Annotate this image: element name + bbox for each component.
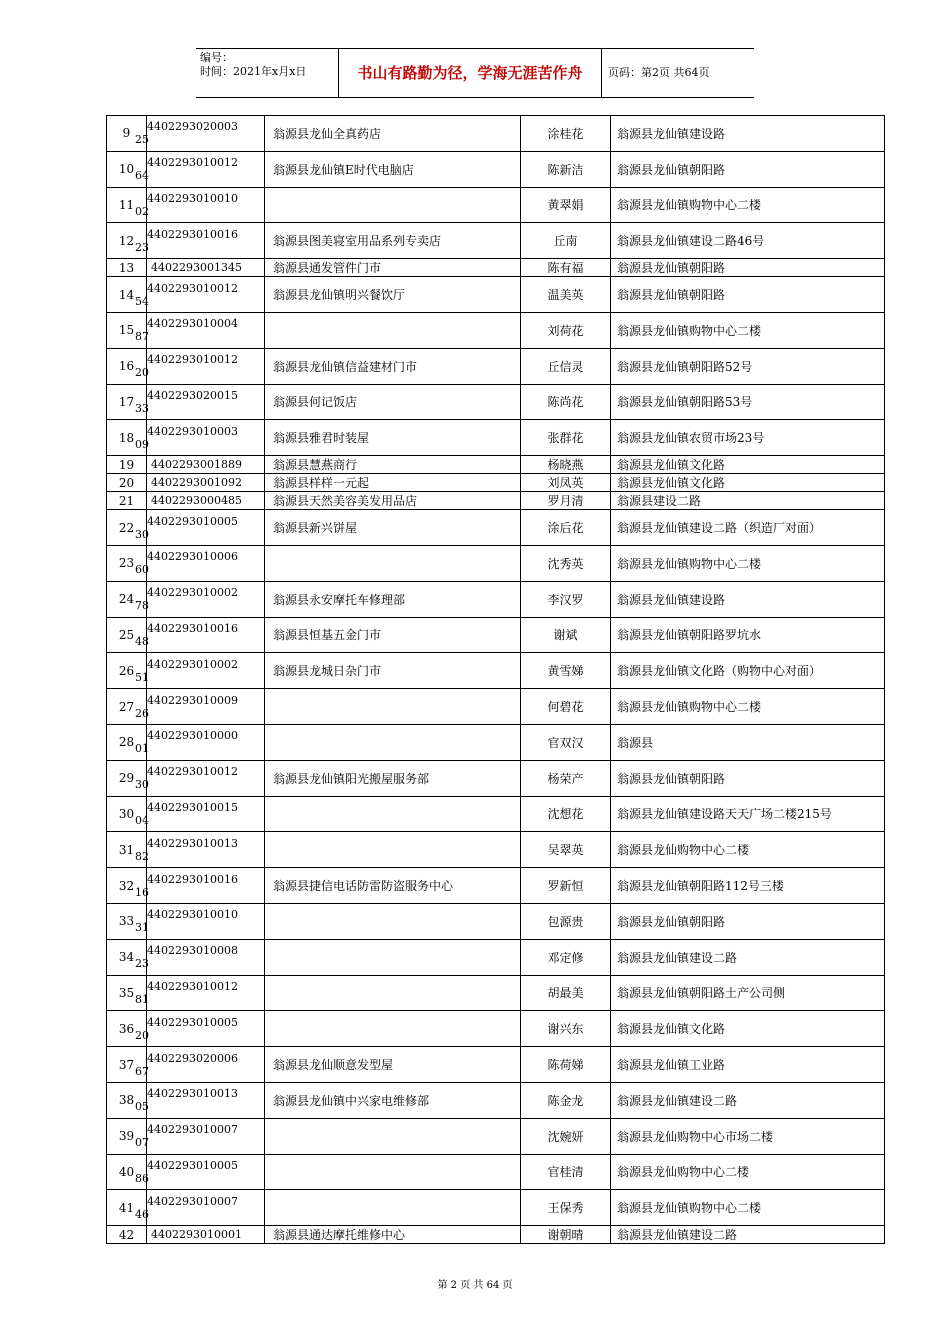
business-address: 翁源县龙仙镇朝阳路 bbox=[611, 903, 885, 939]
registration-code-line2: 54 bbox=[135, 294, 149, 308]
registration-code-line1: 4402293010015 bbox=[147, 800, 238, 814]
business-address: 翁源县龙仙镇文化路 bbox=[611, 1011, 885, 1047]
owner-name: 官桂清 bbox=[521, 1154, 611, 1190]
owner-name: 涂后花 bbox=[521, 510, 611, 546]
row-index: 27 bbox=[107, 689, 147, 725]
registration-code-line2: 51 bbox=[135, 670, 149, 684]
registration-code-line1: 4402293010012 bbox=[147, 281, 238, 295]
business-address: 翁源县龙仙镇购物中心二楼 bbox=[611, 1190, 885, 1226]
registration-code-line1: 4402293010010 bbox=[147, 191, 238, 205]
business-name: 翁源县恒基五金门市 bbox=[265, 617, 521, 653]
row-index: 25 bbox=[107, 617, 147, 653]
registration-code-line1: 4402293010004 bbox=[147, 317, 238, 331]
row-index: 18 bbox=[107, 420, 147, 456]
registration-code-line1: 4402293010000 bbox=[147, 729, 238, 743]
table-row bbox=[107, 1118, 885, 1154]
business-name: 翁源县新兴饼屋 bbox=[265, 510, 521, 546]
owner-name: 吴翠英 bbox=[521, 832, 611, 868]
registration-code bbox=[147, 456, 265, 474]
registration-code-line1: 4402293010012 bbox=[147, 353, 238, 367]
business-address: 翁源县龙仙镇购物中心二楼 bbox=[611, 689, 885, 725]
registration-code-line2: 78 bbox=[135, 599, 149, 613]
registration-code bbox=[135, 760, 265, 796]
table-row bbox=[107, 796, 885, 832]
table-row bbox=[107, 492, 885, 510]
business-name bbox=[265, 312, 521, 348]
owner-name: 罗新恒 bbox=[521, 868, 611, 904]
registration-code bbox=[147, 1226, 265, 1244]
business-address: 翁源县 bbox=[611, 724, 885, 760]
row-index: 22 bbox=[107, 510, 147, 546]
registration-code bbox=[135, 510, 265, 546]
registration-code-line2: 87 bbox=[135, 330, 149, 344]
business-name: 翁源县样样一元起 bbox=[265, 474, 521, 492]
row-index: 28 bbox=[107, 724, 147, 760]
row-index: 36 bbox=[107, 1011, 147, 1047]
business-address: 翁源县龙仙购物中心二楼 bbox=[611, 832, 885, 868]
row-index: 33 bbox=[107, 903, 147, 939]
table-row bbox=[107, 116, 885, 152]
owner-name: 丘南 bbox=[521, 223, 611, 259]
business-address: 翁源县龙仙镇朝阳路土产公司侧 bbox=[611, 975, 885, 1011]
page-header bbox=[196, 48, 754, 98]
registration-code-line1: 4402293010006 bbox=[147, 550, 238, 564]
registration-code bbox=[135, 617, 265, 653]
owner-name: 何碧花 bbox=[521, 689, 611, 725]
row-index: 14 bbox=[107, 277, 147, 313]
table-row bbox=[107, 545, 885, 581]
business-name: 翁源县图美寝室用品系列专卖店 bbox=[265, 223, 521, 259]
business-name: 翁源县捷信电话防雷防盗服务中心 bbox=[265, 868, 521, 904]
table-row bbox=[107, 1011, 885, 1047]
table-row bbox=[107, 151, 885, 187]
business-address: 翁源县龙仙镇朝阳路 bbox=[611, 259, 885, 277]
business-name: 翁源县何记饭店 bbox=[265, 384, 521, 420]
row-index: 37 bbox=[107, 1047, 147, 1083]
registration-code-line1: 4402293010012 bbox=[147, 156, 238, 170]
header-meta bbox=[200, 51, 338, 79]
registration-code-line2: 86 bbox=[135, 1171, 149, 1185]
business-name bbox=[265, 975, 521, 1011]
owner-name: 张群花 bbox=[521, 420, 611, 456]
registration-code-line1: 4402293001092 bbox=[151, 476, 242, 490]
registration-code-line1: 4402293010007 bbox=[147, 1123, 238, 1137]
row-index: 12 bbox=[107, 223, 147, 259]
registration-code bbox=[135, 151, 265, 187]
business-name: 翁源县龙仙镇E时代电脑店 bbox=[265, 151, 521, 187]
registration-code-line2: 20 bbox=[135, 366, 149, 380]
owner-name: 王保秀 bbox=[521, 1190, 611, 1226]
business-address: 翁源县龙仙镇文化路 bbox=[611, 456, 885, 474]
registration-code-line2: 05 bbox=[135, 1100, 149, 1114]
business-name bbox=[265, 832, 521, 868]
owner-name: 陈有福 bbox=[521, 259, 611, 277]
registration-code bbox=[147, 259, 265, 277]
registration-code bbox=[135, 689, 265, 725]
owner-name: 黄翠娟 bbox=[521, 187, 611, 223]
business-name: 翁源县雅君时装屋 bbox=[265, 420, 521, 456]
header-motto: 书山有路勤为径，学海无涯苦作舟 bbox=[338, 49, 602, 97]
row-index: 21 bbox=[107, 492, 147, 510]
registration-code-line1: 4402293010005 bbox=[147, 514, 238, 528]
business-name bbox=[265, 939, 521, 975]
owner-name: 谢朝晴 bbox=[521, 1226, 611, 1244]
row-index: 34 bbox=[107, 939, 147, 975]
registration-code-line2: 67 bbox=[135, 1064, 149, 1078]
business-address: 翁源县龙仙镇朝阳路 bbox=[611, 277, 885, 313]
registration-code-line2: 30 bbox=[135, 527, 149, 541]
business-address: 翁源县龙仙镇农贸市场23号 bbox=[611, 420, 885, 456]
registration-code bbox=[135, 1011, 265, 1047]
number-label: 编号： bbox=[200, 51, 233, 64]
owner-name: 李汉罗 bbox=[521, 581, 611, 617]
registration-code bbox=[135, 1047, 265, 1083]
business-address: 翁源县龙仙镇建设二路 bbox=[611, 1226, 885, 1244]
registration-code-line1: 4402293001889 bbox=[151, 458, 242, 472]
registration-code-line2: 25 bbox=[135, 133, 149, 147]
registration-code-line2: 02 bbox=[135, 204, 149, 218]
page-footer: 第 2 页 共 64 页 bbox=[437, 1280, 513, 1291]
row-index: 13 bbox=[107, 259, 147, 277]
table-row bbox=[107, 1226, 885, 1244]
table-row bbox=[107, 581, 885, 617]
row-index: 29 bbox=[107, 760, 147, 796]
table-row bbox=[107, 223, 885, 259]
owner-name: 沈婉妍 bbox=[521, 1118, 611, 1154]
owner-name: 黄雪娣 bbox=[521, 653, 611, 689]
registration-code bbox=[135, 277, 265, 313]
table-row bbox=[107, 1047, 885, 1083]
business-name: 翁源县龙仙镇信益建材门市 bbox=[265, 348, 521, 384]
table-row bbox=[107, 474, 885, 492]
row-index: 23 bbox=[107, 545, 147, 581]
registration-code bbox=[135, 420, 265, 456]
business-address: 翁源县龙仙镇建设路 bbox=[611, 116, 885, 152]
owner-name: 陈金龙 bbox=[521, 1082, 611, 1118]
owner-name: 沈想花 bbox=[521, 796, 611, 832]
table-row bbox=[107, 456, 885, 474]
registration-code bbox=[135, 187, 265, 223]
business-address: 翁源县建设二路 bbox=[611, 492, 885, 510]
registration-code-line2: 81 bbox=[135, 992, 149, 1006]
table-row bbox=[107, 259, 885, 277]
registration-code bbox=[135, 1082, 265, 1118]
owner-name: 杨晓燕 bbox=[521, 456, 611, 474]
registration-code-line1: 4402293010010 bbox=[147, 908, 238, 922]
registration-code-line2: 60 bbox=[135, 563, 149, 577]
business-address: 翁源县龙仙镇购物中心二楼 bbox=[611, 187, 885, 223]
business-address: 翁源县龙仙镇朝阳路 bbox=[611, 151, 885, 187]
registration-code-line1: 4402293010005 bbox=[147, 1015, 238, 1029]
table-row bbox=[107, 903, 885, 939]
header-page-info: 页码：第2页 共64页 bbox=[608, 66, 710, 79]
business-name bbox=[265, 903, 521, 939]
registration-code-line1: 4402293000485 bbox=[151, 494, 242, 508]
registration-code-line1: 4402293020015 bbox=[147, 388, 238, 402]
registration-code-line1: 4402293010007 bbox=[147, 1194, 238, 1208]
registration-code-line1: 4402293010012 bbox=[147, 765, 238, 779]
business-address: 翁源县龙仙镇朝阳路 bbox=[611, 760, 885, 796]
owner-name: 丘信灵 bbox=[521, 348, 611, 384]
business-name: 翁源县永安摩托车修理部 bbox=[265, 581, 521, 617]
row-index: 17 bbox=[107, 384, 147, 420]
business-address: 翁源县龙仙购物中心市场二楼 bbox=[611, 1118, 885, 1154]
business-address: 翁源县龙仙镇文化路（购物中心对面） bbox=[611, 653, 885, 689]
business-name bbox=[265, 1154, 521, 1190]
business-address: 翁源县龙仙镇建设路天天广场二楼215号 bbox=[611, 796, 885, 832]
row-index: 20 bbox=[107, 474, 147, 492]
registration-code bbox=[135, 868, 265, 904]
registration-code-line1: 4402293010009 bbox=[147, 693, 238, 707]
registration-code bbox=[135, 975, 265, 1011]
registration-code bbox=[135, 832, 265, 868]
owner-name: 刘凤英 bbox=[521, 474, 611, 492]
row-index: 32 bbox=[107, 868, 147, 904]
owner-name: 胡最美 bbox=[521, 975, 611, 1011]
business-name bbox=[265, 1011, 521, 1047]
business-address: 翁源县龙仙镇朝阳路112号三楼 bbox=[611, 868, 885, 904]
business-name bbox=[265, 796, 521, 832]
registration-code bbox=[135, 581, 265, 617]
row-index: 24 bbox=[107, 581, 147, 617]
owner-name: 涂桂花 bbox=[521, 116, 611, 152]
row-index: 38 bbox=[107, 1082, 147, 1118]
table-row bbox=[107, 832, 885, 868]
business-name: 翁源县龙仙镇阳光搬屋服务部 bbox=[265, 760, 521, 796]
owner-name: 陈荷娣 bbox=[521, 1047, 611, 1083]
business-address: 翁源县龙仙镇建设二路46号 bbox=[611, 223, 885, 259]
business-address: 翁源县龙仙镇朝阳路罗坑水 bbox=[611, 617, 885, 653]
business-name bbox=[265, 1190, 521, 1226]
owner-name: 刘荷花 bbox=[521, 312, 611, 348]
table-row bbox=[107, 312, 885, 348]
owner-name: 包源贵 bbox=[521, 903, 611, 939]
registration-code bbox=[135, 796, 265, 832]
registration-code-line1: 4402293020003 bbox=[147, 120, 238, 134]
registration-code bbox=[135, 384, 265, 420]
row-index: 19 bbox=[107, 456, 147, 474]
table-row bbox=[107, 1154, 885, 1190]
business-name: 翁源县慧燕商行 bbox=[265, 456, 521, 474]
owner-name: 沈秀英 bbox=[521, 545, 611, 581]
owner-name: 邓定修 bbox=[521, 939, 611, 975]
business-name: 翁源县天然美容美发用品店 bbox=[265, 492, 521, 510]
registration-code bbox=[135, 724, 265, 760]
table-row bbox=[107, 975, 885, 1011]
owner-name: 罗月清 bbox=[521, 492, 611, 510]
business-name: 翁源县龙仙顺意发型屋 bbox=[265, 1047, 521, 1083]
table-row bbox=[107, 348, 885, 384]
registration-code-line2: 82 bbox=[135, 849, 149, 863]
table-row bbox=[107, 420, 885, 456]
registration-code bbox=[135, 653, 265, 689]
table-row bbox=[107, 939, 885, 975]
business-address: 翁源县龙仙镇购物中心二楼 bbox=[611, 312, 885, 348]
business-name bbox=[265, 689, 521, 725]
row-index: 9 bbox=[107, 116, 147, 152]
registration-code-line1: 4402293010005 bbox=[147, 1158, 238, 1172]
business-address: 翁源县龙仙镇购物中心二楼 bbox=[611, 545, 885, 581]
table-row bbox=[107, 277, 885, 313]
business-name bbox=[265, 1118, 521, 1154]
registration-code-line1: 4402293001345 bbox=[151, 261, 242, 275]
business-name bbox=[265, 724, 521, 760]
registration-code bbox=[135, 903, 265, 939]
business-name: 翁源县通达摩托维修中心 bbox=[265, 1226, 521, 1244]
registration-code-line1: 4402293010002 bbox=[147, 657, 238, 671]
registration-code-line2: 04 bbox=[135, 813, 149, 827]
owner-name: 陈新洁 bbox=[521, 151, 611, 187]
registration-code-line1: 4402293010016 bbox=[147, 621, 238, 635]
registration-code-line2: 07 bbox=[135, 1136, 149, 1150]
row-index: 10 bbox=[107, 151, 147, 187]
row-index: 30 bbox=[107, 796, 147, 832]
table-row bbox=[107, 760, 885, 796]
owner-name: 官双汉 bbox=[521, 724, 611, 760]
business-name bbox=[265, 187, 521, 223]
row-index: 16 bbox=[107, 348, 147, 384]
row-index: 15 bbox=[107, 312, 147, 348]
owner-name: 杨荣产 bbox=[521, 760, 611, 796]
business-address: 翁源县龙仙镇建设二路 bbox=[611, 1082, 885, 1118]
row-index: 31 bbox=[107, 832, 147, 868]
business-name: 翁源县龙仙全真药店 bbox=[265, 116, 521, 152]
owner-name: 谢斌 bbox=[521, 617, 611, 653]
business-name: 翁源县通发管件门市 bbox=[265, 259, 521, 277]
table-row bbox=[107, 617, 885, 653]
registration-code-line1: 4402293010013 bbox=[147, 836, 238, 850]
registration-code bbox=[135, 1190, 265, 1226]
owner-name: 谢兴东 bbox=[521, 1011, 611, 1047]
registration-code bbox=[147, 492, 265, 510]
registration-code bbox=[135, 939, 265, 975]
registration-code-line2: 16 bbox=[135, 885, 149, 899]
registration-code-line1: 4402293010012 bbox=[147, 979, 238, 993]
business-name: 翁源县龙仙镇明兴餐饮厅 bbox=[265, 277, 521, 313]
registration-code-line2: 48 bbox=[135, 634, 149, 648]
registration-code-line1: 4402293010002 bbox=[147, 586, 238, 600]
registration-code-line2: 23 bbox=[135, 240, 149, 254]
registration-code-line2: 09 bbox=[135, 437, 149, 451]
row-index: 41 bbox=[107, 1190, 147, 1226]
business-name: 翁源县龙城日杂门市 bbox=[265, 653, 521, 689]
table-row bbox=[107, 1190, 885, 1226]
table-row bbox=[107, 510, 885, 546]
registration-code-line2: 46 bbox=[135, 1207, 149, 1221]
table-row bbox=[107, 653, 885, 689]
table-row bbox=[107, 689, 885, 725]
business-address: 翁源县龙仙镇朝阳路53号 bbox=[611, 384, 885, 420]
business-address: 翁源县龙仙镇建设二路（织造厂对面） bbox=[611, 510, 885, 546]
registration-code bbox=[135, 348, 265, 384]
registration-code-line1: 4402293010001 bbox=[151, 1228, 242, 1242]
row-index: 35 bbox=[107, 975, 147, 1011]
business-address: 翁源县龙仙镇文化路 bbox=[611, 474, 885, 492]
business-address: 翁源县龙仙镇建设二路 bbox=[611, 939, 885, 975]
registration-code-line2: 33 bbox=[135, 401, 149, 415]
row-index: 39 bbox=[107, 1118, 147, 1154]
business-name bbox=[265, 545, 521, 581]
registration-code-line2: 64 bbox=[135, 169, 149, 183]
row-index: 11 bbox=[107, 187, 147, 223]
table-row bbox=[107, 384, 885, 420]
table-row bbox=[107, 724, 885, 760]
registration-code-line1: 4402293010008 bbox=[147, 944, 238, 958]
owner-name: 陈尚花 bbox=[521, 384, 611, 420]
business-table-body bbox=[107, 116, 885, 1244]
registration-code-line2: 20 bbox=[135, 1028, 149, 1042]
row-index: 26 bbox=[107, 653, 147, 689]
business-name: 翁源县龙仙镇中兴家电维修部 bbox=[265, 1082, 521, 1118]
registration-code-line1: 4402293010016 bbox=[147, 872, 238, 886]
registration-code bbox=[135, 223, 265, 259]
registration-code-line2: 23 bbox=[135, 957, 149, 971]
registration-code bbox=[135, 1154, 265, 1190]
time-label: 时间：2021年x月x日 bbox=[200, 65, 307, 78]
business-address: 翁源县龙仙镇工业路 bbox=[611, 1047, 885, 1083]
owner-name: 温美英 bbox=[521, 277, 611, 313]
table-row bbox=[107, 1082, 885, 1118]
registration-code bbox=[135, 116, 265, 152]
table-row bbox=[107, 868, 885, 904]
registration-code bbox=[135, 545, 265, 581]
registration-code bbox=[147, 474, 265, 492]
business-address: 翁源县龙仙购物中心二楼 bbox=[611, 1154, 885, 1190]
registration-code-line1: 4402293020006 bbox=[147, 1051, 238, 1065]
business-address: 翁源县龙仙镇朝阳路52号 bbox=[611, 348, 885, 384]
registration-code-line2: 31 bbox=[135, 921, 149, 935]
registration-code bbox=[135, 1118, 265, 1154]
registration-code-line1: 4402293010013 bbox=[147, 1087, 238, 1101]
registration-code-line1: 4402293010003 bbox=[147, 424, 238, 438]
registration-code-line2: 26 bbox=[135, 706, 149, 720]
registration-code-line1: 4402293010016 bbox=[147, 227, 238, 241]
registration-code bbox=[135, 312, 265, 348]
row-index: 40 bbox=[107, 1154, 147, 1190]
business-address: 翁源县龙仙镇建设路 bbox=[611, 581, 885, 617]
business-table bbox=[106, 115, 885, 1244]
registration-code-line2: 30 bbox=[135, 778, 149, 792]
table-row bbox=[107, 187, 885, 223]
row-index: 42 bbox=[107, 1226, 147, 1244]
registration-code-line2: 01 bbox=[135, 742, 149, 756]
